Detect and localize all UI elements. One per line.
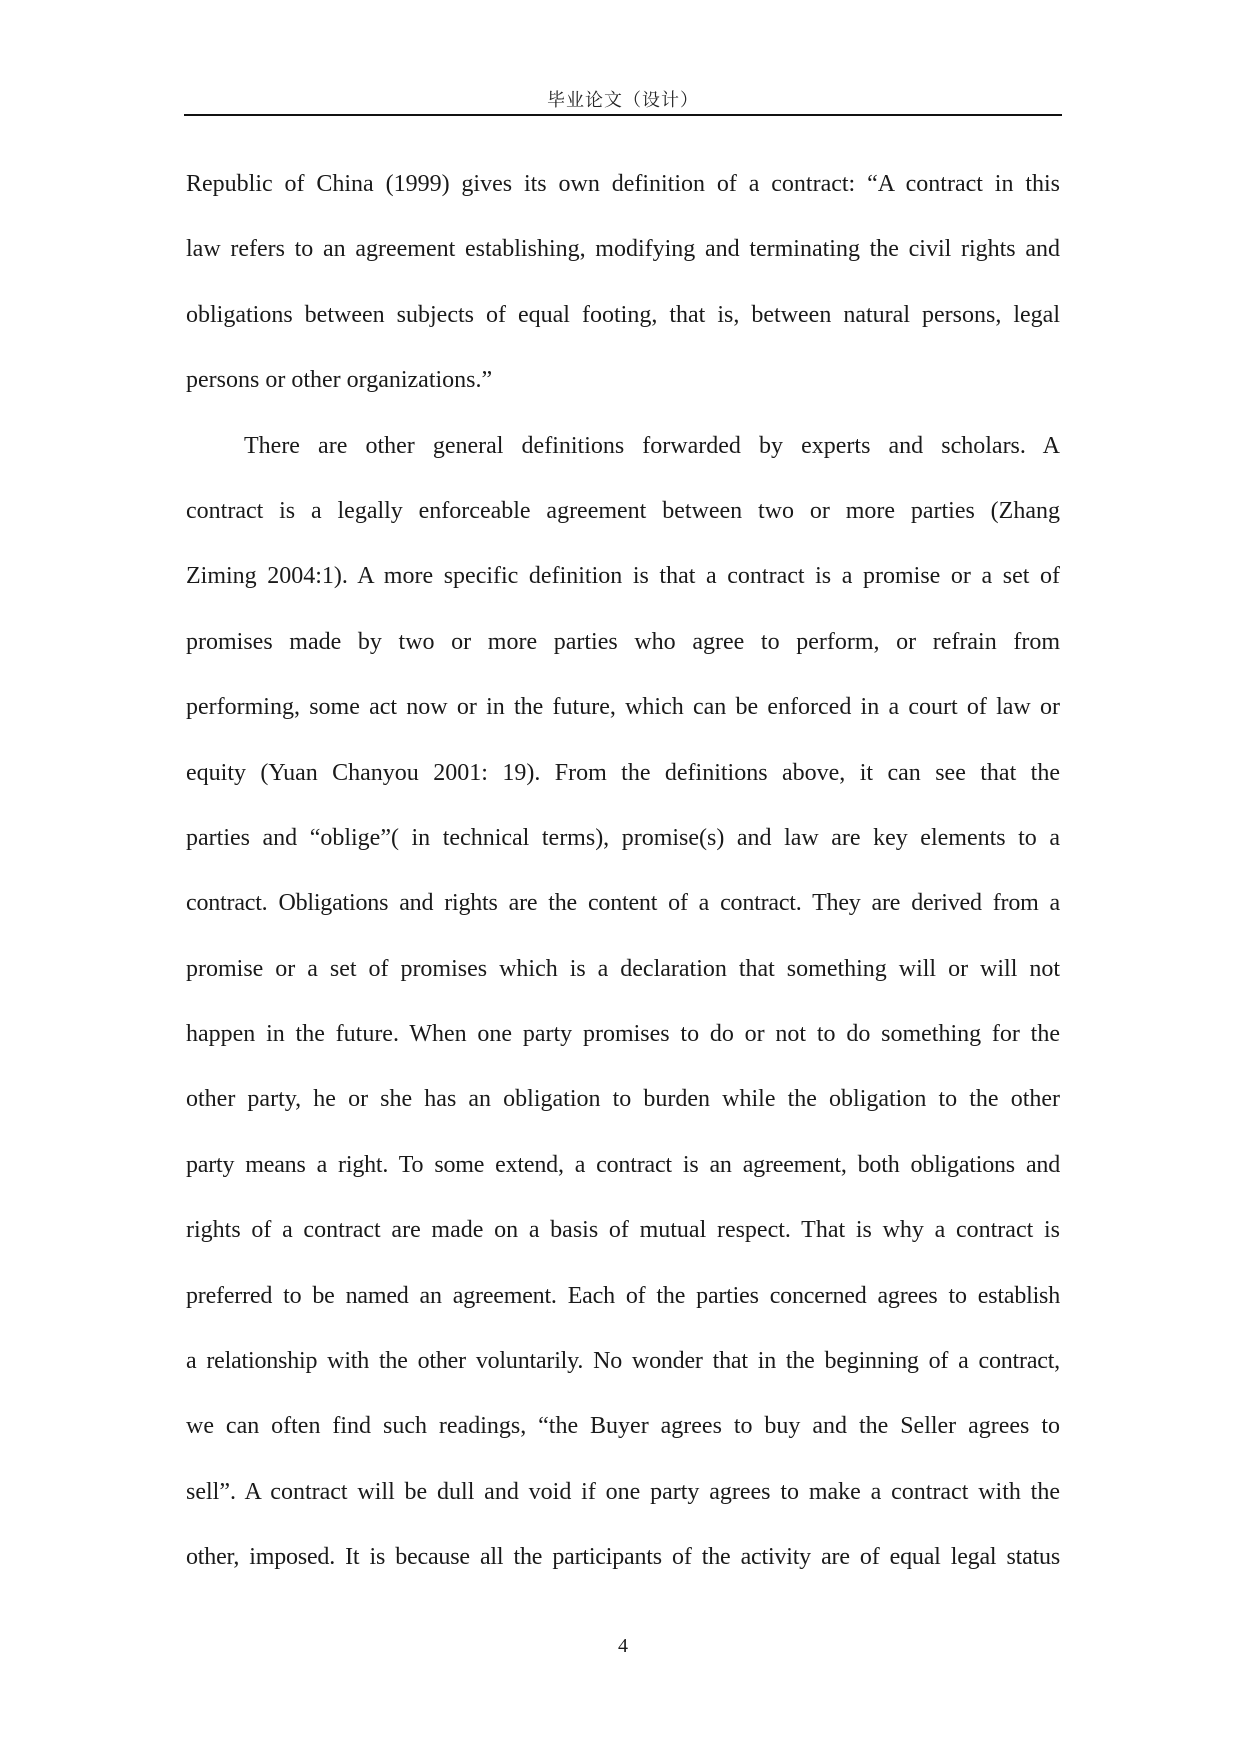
text-line: performing, some act now or in the future, which can be enforced in a court of law or	[186, 694, 1060, 721]
header-divider	[184, 114, 1062, 116]
text-line: contract. Obligations and rights are the content of a contract. They are derived from a	[186, 890, 1060, 917]
text-line: law refers to an agreement establishing, modifying and terminating the civil rights and	[186, 236, 1060, 263]
text-line: There are other general definitions forwarded by experts and scholars. A	[244, 432, 1060, 459]
text-line: obligations between subjects of equal footing, that is, between natural persons, legal	[186, 301, 1060, 328]
text-line: happen in the future. When one party promises to do or not to do something for the	[186, 1021, 1060, 1048]
page-number: 4	[618, 1635, 628, 1657]
text-line: persons or other organizations.”	[186, 367, 493, 394]
text-line: a relationship with the other voluntarily. No wonder that in the beginning of a contract,	[186, 1348, 1060, 1375]
text-line: parties and “oblige”( in technical terms), promise(s) and law are key elements to a	[186, 824, 1060, 851]
page-header-title: 毕业论文（设计）	[547, 90, 699, 110]
text-line: other, imposed. It is because all the participants of the activity are of equal legal status	[186, 1544, 1060, 1571]
text-line: promise or a set of promises which is a declaration that something will or will not	[186, 955, 1060, 982]
text-line: we can often find such readings, “the Buyer agrees to buy and the Seller agrees to	[186, 1413, 1060, 1440]
text-line: preferred to be named an agreement. Each of the parties concerned agrees to establish	[186, 1282, 1060, 1309]
body-text	[186, 152, 1060, 1591]
text-line: Ziming 2004:1). A more specific definition is that a contract is a promise or a set of	[186, 563, 1060, 590]
text-line: sell”. A contract will be dull and void if one party agrees to make a contract with the	[186, 1478, 1060, 1505]
text-line: party means a right. To some extend, a contract is an agreement, both obligations and	[186, 1151, 1060, 1178]
text-line: contract is a legally enforceable agreement between two or more parties (Zhang	[186, 497, 1060, 524]
text-line: equity (Yuan Chanyou 2001: 19). From the definitions above, it can see that the	[186, 759, 1060, 786]
text-line: Republic of China (1999) gives its own definition of a contract: “A contract in this	[186, 171, 1060, 197]
text-line: rights of a contract are made on a basis of mutual respect. That is why a contract is	[186, 1217, 1060, 1244]
text-line: promises made by two or more parties who agree to perform, or refrain from	[186, 628, 1060, 655]
text-line: other party, he or she has an obligation to burden while the obligation to the other	[186, 1086, 1060, 1113]
